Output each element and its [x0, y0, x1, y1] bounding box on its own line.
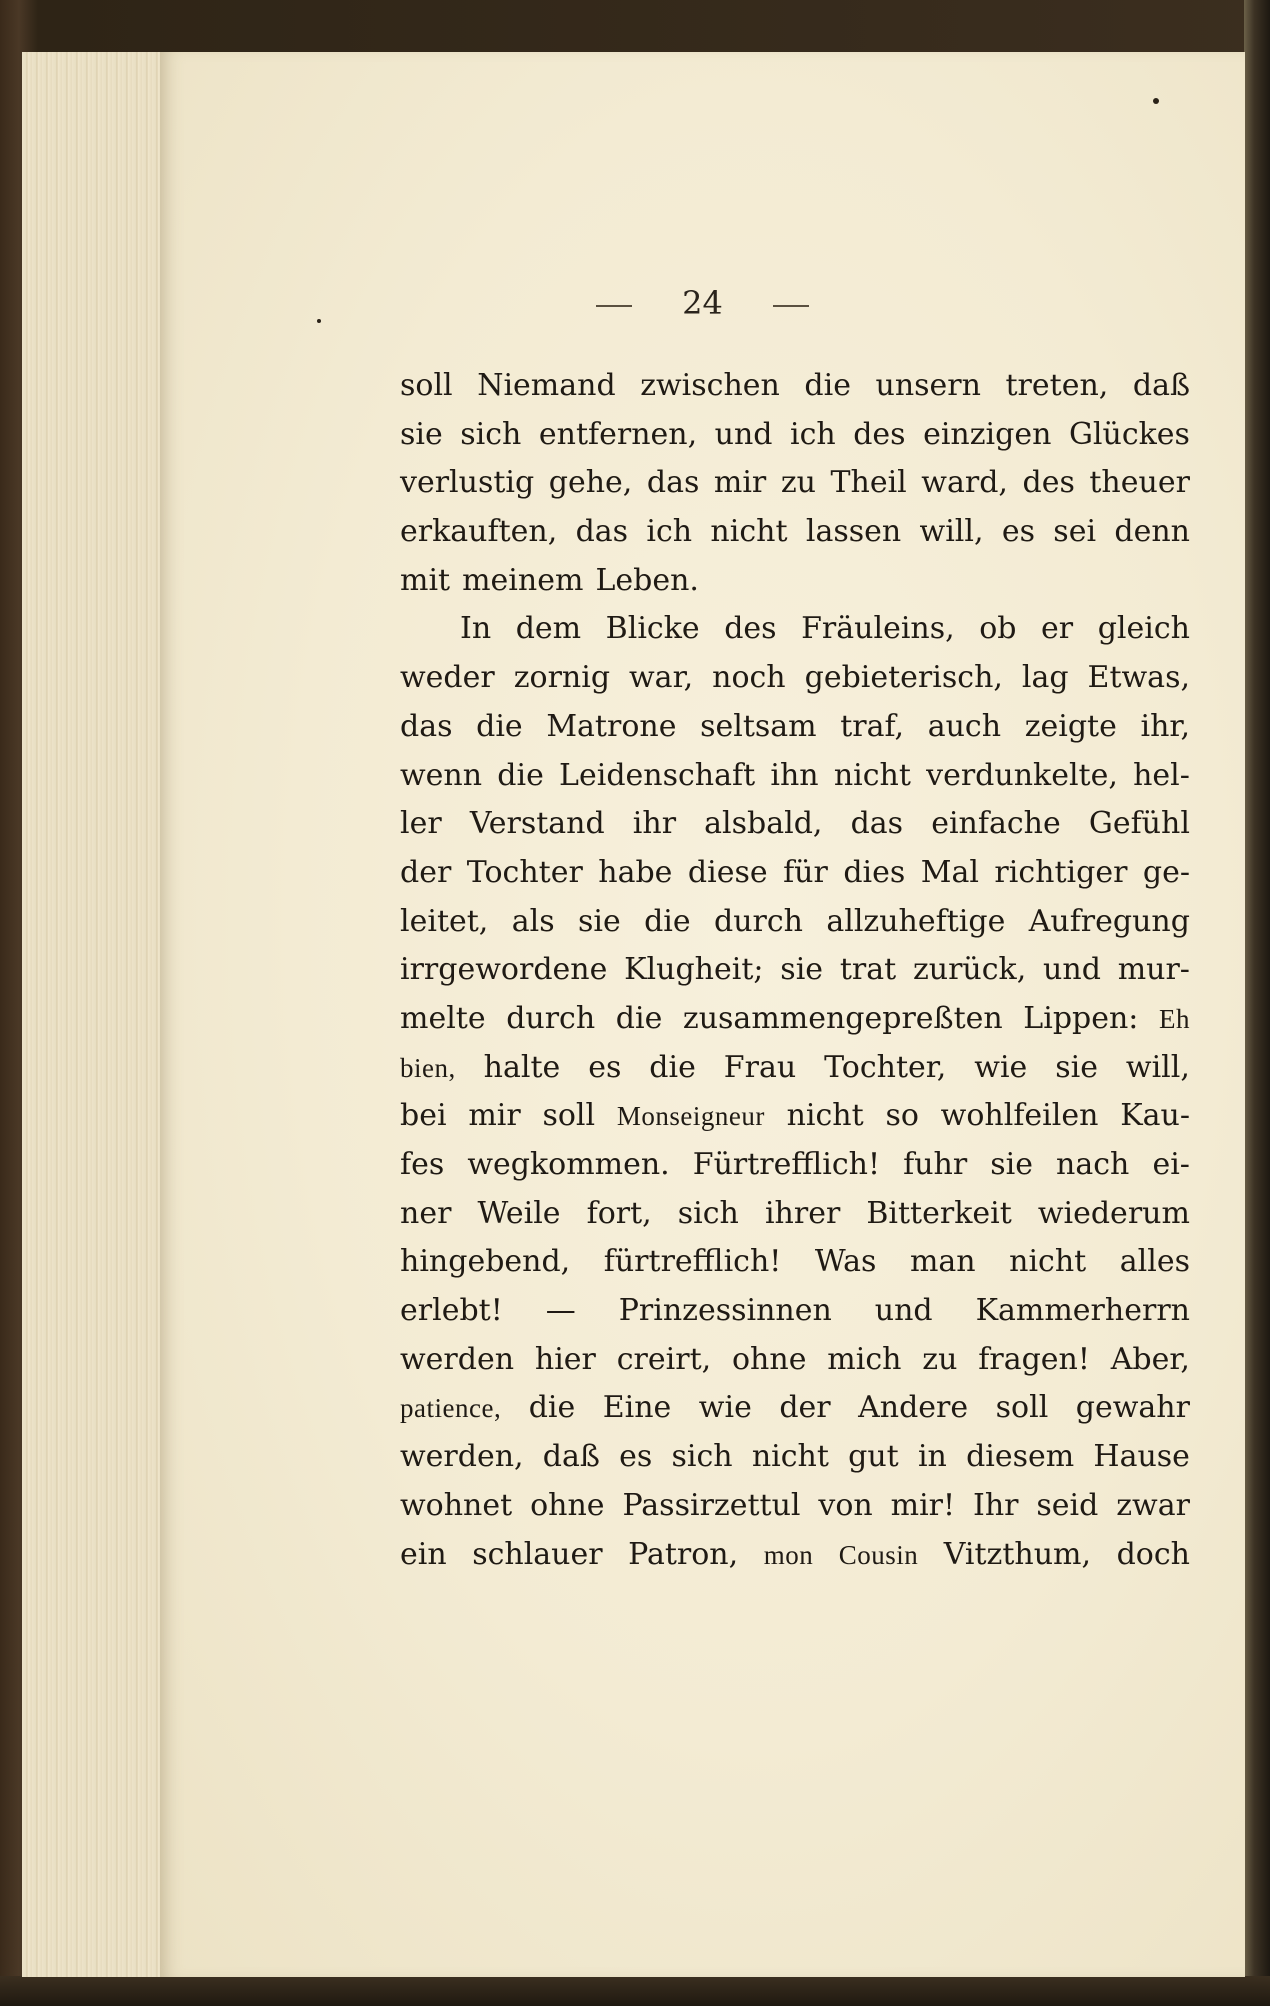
ink-speck: [317, 319, 321, 323]
text-line: sie sich entfernen, und ich des einzigen Glückes: [400, 416, 1190, 452]
text-line: patience, die Eine wie der Andere soll gewahr: [400, 1390, 1190, 1426]
text-line: ner Weile fort, sich ihrer Bitterkeit wiederum: [400, 1195, 1190, 1231]
text-line: das die Matrone seltsam traf, auch zeigte ihr,: [400, 708, 1190, 744]
text-line: mit meinem Leben.: [400, 562, 699, 598]
page-header: [160, 284, 1245, 322]
book-cover-bottom: [0, 1976, 1270, 2006]
body-text: [400, 362, 1190, 1579]
text-line: irrgewordene Klugheit; sie trat zurück, und mur-: [400, 952, 1190, 988]
page-number: 24: [682, 284, 723, 322]
text-line: wenn die Leidenschaft ihn nicht verdunkelte, hel-: [400, 757, 1190, 793]
book-page: [160, 52, 1245, 1977]
text-line: soll Niemand zwischen die unsern treten, daß: [400, 368, 1190, 403]
book-cover-edge: [1244, 0, 1270, 2006]
text-line: der Tochter habe diese für dies Mal richtiger ge-: [400, 854, 1190, 890]
text-line: ler Verstand ihr alsbald, das einfache Gefühl: [400, 806, 1190, 842]
ink-speck: [1153, 98, 1159, 104]
text-line: werden, daß es sich nicht gut in diesem Hause: [400, 1439, 1190, 1475]
text-line: In dem Blicke des Fräuleins, ob er gleich: [460, 611, 1190, 647]
text-line: ein schlauer Patron, mon Cousin Vitzthum, doch: [400, 1536, 1190, 1572]
text-line: melte durch die zusammengepreßten Lippen: Eh: [400, 1000, 1190, 1036]
text-line: wohnet ohne Passirzettul von mir! Ihr seid zwar: [400, 1487, 1190, 1523]
text-line: bei mir soll Monseigneur nicht so wohlfeilen Kau-: [400, 1098, 1190, 1134]
header-dash-left: [596, 305, 632, 307]
text-line: weder zornig war, noch gebieterisch, lag Etwas,: [400, 660, 1190, 696]
text-line: hingebend, fürtrefflich! Was man nicht alles: [400, 1244, 1190, 1280]
text-line: verlustig gehe, das mir zu Theil ward, des theuer: [400, 465, 1190, 501]
text-line: erlebt! — Prinzessinnen und Kammerherrn: [400, 1293, 1190, 1329]
text-line: leitet, als sie die durch allzuheftige Aufregung: [400, 903, 1190, 939]
text-line: erkauften, das ich nicht lassen will, es sei denn: [400, 514, 1190, 550]
text-line: werden hier creirt, ohne mich zu fragen! Aber,: [400, 1341, 1190, 1377]
text-line: fes wegkommen. Fürtrefflich! fuhr sie nach ei-: [400, 1147, 1190, 1182]
header-dash-right: [773, 305, 809, 307]
text-line: bien, halte es die Frau Tochter, wie sie will,: [400, 1049, 1190, 1085]
page-edges: [22, 52, 164, 1977]
